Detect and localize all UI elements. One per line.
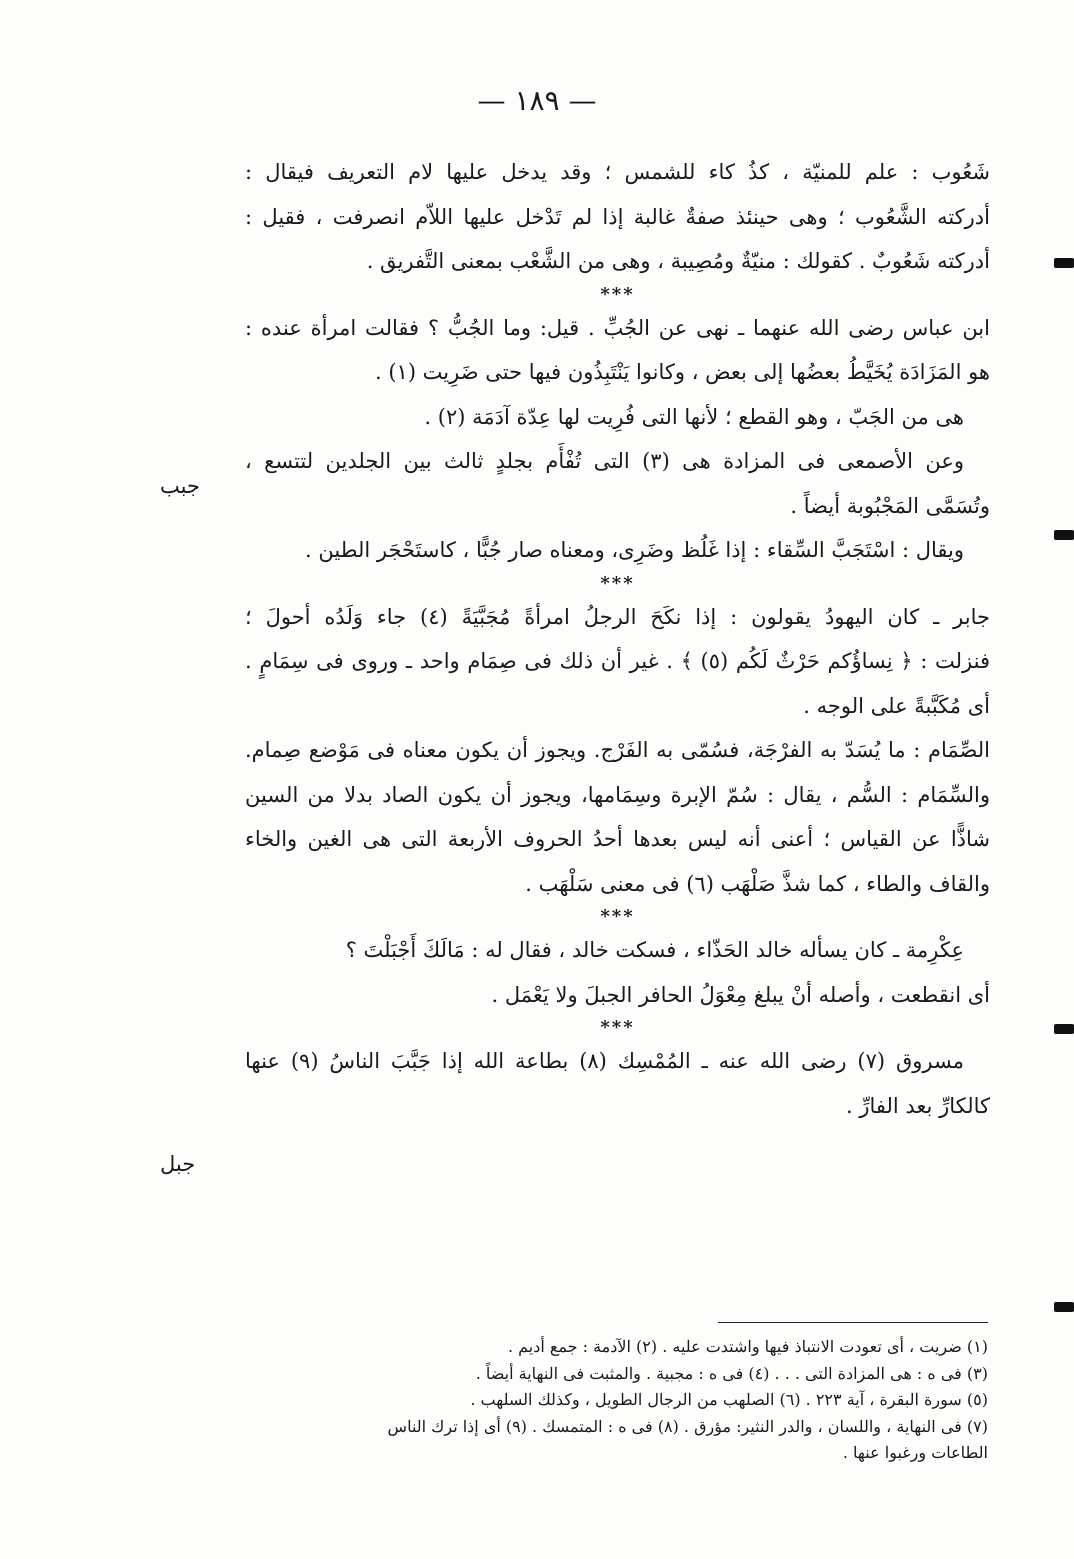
text-line: وعن الأصمعى فى المزادة هى (٣) التى تُفْأَم بجلدٍ ثالث بين الجلدين لتتسع ، bbox=[245, 449, 964, 473]
text-line: أى مُكَبَّبةً على الوجه . bbox=[803, 693, 990, 718]
section-separator: *** bbox=[600, 283, 635, 305]
section-separator: *** bbox=[600, 1017, 635, 1038]
footnotes bbox=[258, 1334, 988, 1467]
text-line: أدركته الشَّعُوب ؛ وهى حينئذ صفةٌ غالبة إذا لم تَدْخل عليها اللاّم انصرفت ، فقيل : bbox=[245, 204, 990, 229]
scan-edge-mark bbox=[1054, 1302, 1074, 1312]
text-line: أدركته شَعُوبٌ . كقولك : منيّةٌ ومُصِيبة ، وهى من الشَّعْب بمعنى التَّفريق . bbox=[366, 249, 990, 273]
text-line: شَعُوب : علم للمنيّة ، كذُ كاء للشمس ؛ وقد يدخل عليها لام التعريف فيقال : bbox=[245, 160, 990, 184]
text-line: فنزلت : ﴿ نِساؤُكم حَرْثٌ لَكُم (٥) ﴾ . غير أن ذلك فى صِمَام واحد ـ وروى فى سِمَامٍ . bbox=[245, 649, 990, 673]
footnote-line: (٥) سورة البقرة ، آية ٢٢٣ . (٦) الصلهب من الرجال الطويل ، وكذلك السلهب . bbox=[470, 1390, 988, 1409]
text-line: كالكارِّ بعد الفارِّ . bbox=[845, 1093, 990, 1118]
main-text bbox=[245, 150, 990, 1128]
margin-root-word: جبب bbox=[160, 474, 200, 498]
page-number: — ١٨٩ — bbox=[477, 84, 597, 117]
text-line: هو المَزَادَة يُخَيَّطُ بعضُها إلى بعض ، وكانوا يَنْتَبِذُون فيها حتى ضَرِيت (١) . bbox=[374, 360, 990, 384]
footnote-rule bbox=[718, 1322, 988, 1323]
footnote-line: (٣) فى ه : هى المزادة التى . . . (٤) فى ه : مجبية . والمثبت فى النهاية أيضاً . bbox=[475, 1363, 988, 1383]
text-line: وتُسَمَّى المَجْبُوبة أيضاً . bbox=[790, 493, 990, 518]
text-line: الصِّمَام : ما يُسَدّ به الفرْجَة، فسُمّى به الفَرْج. ويجوز أن يكون معناه فى مَوْضع صِمام. bbox=[245, 738, 990, 762]
section-separator: *** bbox=[600, 906, 635, 927]
scan-edge-mark bbox=[1054, 258, 1074, 268]
footnote-line: (٧) فى النهاية ، واللسان ، والدر النثير: مؤرق . (٨) فى ه : المتمسك . (٩) أى إذا ترك الناس bbox=[387, 1416, 988, 1436]
text-line: عِكْرِمة ـ كان يسأله خالد الحَذّاء ، فسكت خالد ، فقال له : مَالَكَ أَجْبَلْتَ ؟ bbox=[345, 938, 964, 962]
text-line: مسروق (٧) رضى الله عنه ـ المُمْسِك (٨) بطاعة الله إذا جَبَّبَ الناسُ (٩) عنها bbox=[245, 1049, 964, 1073]
text-line: ويقال : اسْتَجَبَّ السِّقاء : إذا غَلُظ وضَرِى، ومعناه صار جُبًّا ، كاستَحْجَر الطين . bbox=[305, 538, 964, 562]
footnote-line: الطاعات ورغبوا عنها . bbox=[842, 1443, 988, 1462]
scan-edge-mark bbox=[1054, 1024, 1074, 1034]
scan-edge-mark bbox=[1054, 530, 1074, 540]
text-line: والقاف والطاء ، كما شذَّ صَلْهَب (٦) فى معنى سَلْهَب . bbox=[525, 871, 990, 896]
section-separator: *** bbox=[600, 572, 635, 594]
margin-root-word: جبل bbox=[160, 1152, 196, 1176]
text-line: شاذًّا عن القياس ؛ أعنى أنه ليس بعدها أحدُ الحروف الأربعة التى هى الغين والخاء bbox=[245, 827, 990, 851]
text-line: والسِّمَام : السُّم ، يقال : سُمّ الإبرة وسِمَامها، ويجوز أن يكون الصاد بدلا من السين bbox=[245, 782, 990, 807]
footnote-line: (١) ضريت ، أى تعودت الانتباذ فيها واشتدت عليه . (٢) الآدمة : جمع أديم . bbox=[507, 1337, 988, 1356]
text-line: جابر ـ كان اليهودُ يقولون : إذا نكَحَ الرجلُ امرأةً مُجَبَّيَةً (٤) جاء وَلَدُه أحولَ ؛ bbox=[245, 604, 990, 629]
text-line: هى من الجَبّ ، وهو القطع ؛ لأنها التى فُرِيت لها عِدّة آدَمَة (٢) . bbox=[424, 404, 964, 429]
text-line: ابن عباس رضى الله عنهما ـ نهى عن الجُبِّ . قيل: وما الجُبُّ ؟ فقالت امرأة عنده : bbox=[245, 315, 990, 340]
text-line: أى انقطعت ، وأصله أنْ يبلغ مِعْوَلُ الحافر الجبلَ ولا يَعْمَل . bbox=[491, 982, 990, 1007]
